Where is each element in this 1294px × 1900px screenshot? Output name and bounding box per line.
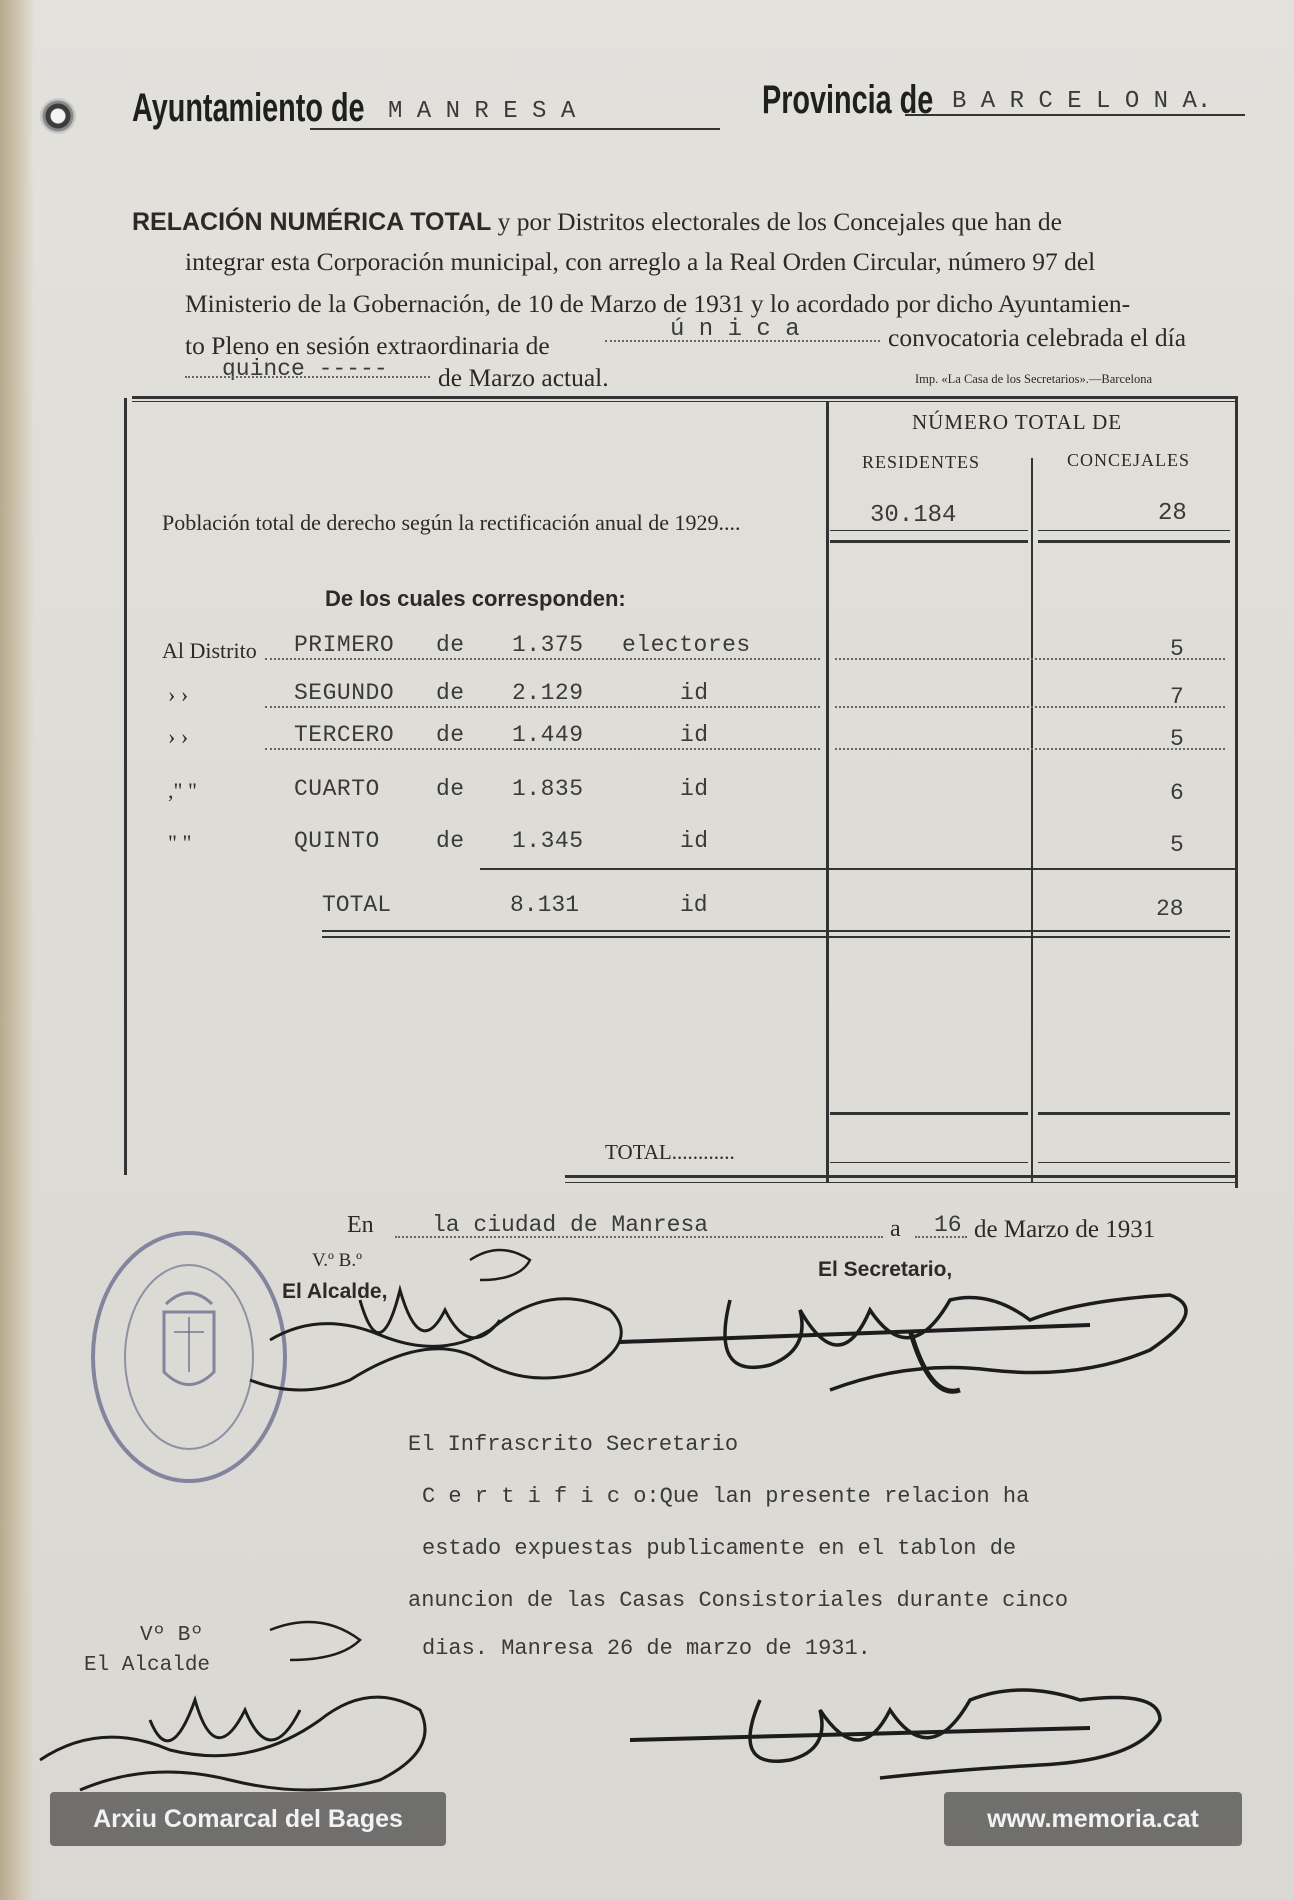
row-dotted-leader xyxy=(265,706,820,708)
footer-place: la ciudad de Manresa xyxy=(432,1212,709,1238)
row-de: de xyxy=(436,632,465,658)
subheading: De los cuales corresponden: xyxy=(325,586,626,611)
row-electores: 1.375 xyxy=(512,632,584,658)
row-unit: id xyxy=(680,776,709,802)
row-unit: id xyxy=(680,680,709,706)
intro-line-5-end: de Marzo actual. xyxy=(438,363,609,392)
row-concejales: 5 xyxy=(1170,636,1185,662)
footer-en: En xyxy=(347,1212,374,1238)
bottom-concejales-rule xyxy=(1038,1112,1230,1115)
cert-line-5: dias. Manresa 26 de marzo de 1931. xyxy=(422,1636,871,1661)
provincia-underline xyxy=(905,114,1245,116)
bottom-concejales-underline xyxy=(1038,1162,1230,1163)
ayuntamiento-value: M A N R E S A xyxy=(388,98,576,125)
ayuntamiento-label: Ayuntamiento de xyxy=(132,86,365,130)
intro-line-2: integrar esta Corporación municipal, con arreglo a la Real Orden Circular, número 97 del xyxy=(185,247,1096,276)
table-head-title: NÚMERO TOTAL DE xyxy=(912,410,1123,434)
row-prefix: › › xyxy=(168,724,189,749)
footer-secretario: El Secretario, xyxy=(818,1258,953,1281)
col-concejales: CONCEJALES xyxy=(1067,450,1191,470)
row-electores: 1.449 xyxy=(512,722,584,748)
bottom-total-label: TOTAL............ xyxy=(605,1140,735,1164)
residentes-underline xyxy=(830,530,1028,531)
watermark-archive: Arxiu Comarcal del Bages xyxy=(50,1792,446,1846)
poblacion-label: Población total de derecho según la rectificación anual de 1929.... xyxy=(162,510,741,535)
cert-alcalde: El Alcalde xyxy=(84,1654,211,1677)
residentes-double-rule xyxy=(830,540,1028,543)
row-de: de xyxy=(436,722,465,748)
table-top-border xyxy=(132,396,1238,399)
cert-line-4: anuncion de las Casas Consistoriales durante cinco xyxy=(408,1588,1069,1613)
secretario-signature-2 xyxy=(620,1660,1180,1780)
table-right-border xyxy=(1235,398,1238,1188)
total-label: TOTAL xyxy=(322,892,392,918)
row-prefix: › › xyxy=(168,682,189,707)
intro-line-1 xyxy=(132,200,1062,244)
row-concejales: 5 xyxy=(1170,832,1185,858)
intro-line-4-end: convocatoria celebrada el día xyxy=(888,323,1187,352)
row-electores: 2.129 xyxy=(512,680,584,706)
table-col-divider-2 xyxy=(1031,458,1033,1182)
ayuntamiento-underline xyxy=(310,128,720,130)
table-left-border xyxy=(124,398,127,1175)
binder-hole xyxy=(40,98,76,134)
intro-line-1-rest: y por Distritos electorales de los Concejales que han de xyxy=(497,207,1062,236)
cert-line-2: C e r t i f i c o:Que lan presente relacion ha xyxy=(422,1484,1030,1509)
row-unit: id xyxy=(680,828,709,854)
row-distrito: TERCERO xyxy=(294,722,395,748)
secretario-signature-1 xyxy=(610,1270,1210,1400)
stamp-text xyxy=(118,1470,138,1471)
footer-vb: V.º B.º xyxy=(312,1250,362,1271)
footer-day-underline xyxy=(915,1236,967,1238)
row-concejales: 6 xyxy=(1170,780,1185,806)
intro-line-4-start: to Pleno en sesión extraordinaria de xyxy=(185,331,550,360)
bottom-residentes-rule xyxy=(830,1112,1028,1115)
row-concejales: 7 xyxy=(1170,684,1185,710)
watermark-website: www.memoria.cat xyxy=(944,1792,1242,1846)
sesion-value: ú n i c a xyxy=(670,316,800,343)
cert-line-1: El Infrascrito Secretario xyxy=(408,1432,739,1457)
intro-line-3: Ministerio de la Gobernación, de 10 de Marzo de 1931 y lo acordado por dicho Ayuntamien- xyxy=(185,289,1131,318)
day-underline xyxy=(185,376,430,378)
row-unit: electores xyxy=(622,632,751,658)
row-electores: 1.835 xyxy=(512,776,584,802)
day-value: quince ----- xyxy=(222,356,388,382)
total-double-rule-2 xyxy=(322,936,1230,938)
row-unit: id xyxy=(680,722,709,748)
footer-place-underline xyxy=(395,1236,883,1238)
provincia-value: B A R C E L O N A. xyxy=(952,88,1212,115)
sesion-underline xyxy=(605,340,880,342)
cert-vb: Vº Bº xyxy=(140,1624,204,1647)
footer-a: a xyxy=(890,1216,901,1242)
total-double-rule-1 xyxy=(322,930,1230,932)
al-distrito-label: Al Distrito xyxy=(162,638,257,663)
alcalde-signature-1 xyxy=(230,1240,670,1410)
row-distrito: PRIMERO xyxy=(294,632,395,658)
row-distrito: QUINTO xyxy=(294,828,380,854)
concejales-total: 28 xyxy=(1158,500,1187,527)
row-dotted-leader-right xyxy=(835,706,1225,708)
table-bottom-border-thin xyxy=(565,1182,1235,1183)
row-concejales: 5 xyxy=(1170,726,1185,752)
bottom-residentes-underline xyxy=(830,1162,1028,1163)
row-de: de xyxy=(436,828,465,854)
concejales-double-rule xyxy=(1038,540,1230,543)
alcalde-signature-2 xyxy=(20,1600,440,1810)
row-distrito: SEGUNDO xyxy=(294,680,395,706)
provincia-label: Provincia de xyxy=(762,78,934,122)
printer-imprint: Imp. «La Casa de los Secretarios».—Barcelona xyxy=(915,372,1153,386)
total-electores: 8.131 xyxy=(510,892,580,918)
table-col-divider-1 xyxy=(826,402,829,1182)
total-unit: id xyxy=(680,892,708,918)
row-dotted-leader-right xyxy=(835,748,1225,750)
table-bottom-border xyxy=(565,1175,1235,1178)
cert-line-3: estado expuestas publicamente en el tablon de xyxy=(422,1536,1017,1561)
residentes-total: 30.184 xyxy=(870,502,957,529)
row-distrito: CUARTO xyxy=(294,776,380,802)
col-residentes: RESIDENTES xyxy=(862,452,980,472)
footer-alcalde: El Alcalde, xyxy=(282,1280,388,1303)
row-electores: 1.345 xyxy=(512,828,584,854)
row-dotted-leader xyxy=(265,748,820,750)
total-concejales: 28 xyxy=(1156,896,1184,922)
table-top-border-thin xyxy=(132,401,1238,402)
row-de: de xyxy=(436,776,465,802)
footer-day: 16 xyxy=(934,1212,962,1238)
row-dotted-leader-right xyxy=(835,658,1225,660)
footer-date-rest: de Marzo de 1931 xyxy=(974,1216,1156,1243)
concejales-underline xyxy=(1038,530,1230,531)
row-dotted-leader xyxy=(265,658,820,660)
row-de: de xyxy=(436,680,465,706)
sum-rule xyxy=(480,868,1235,870)
relacion-title: RELACIÓN NUMÉRICA TOTAL xyxy=(132,208,492,236)
row-prefix: ," " xyxy=(168,778,197,803)
row-prefix: " " xyxy=(168,830,192,855)
